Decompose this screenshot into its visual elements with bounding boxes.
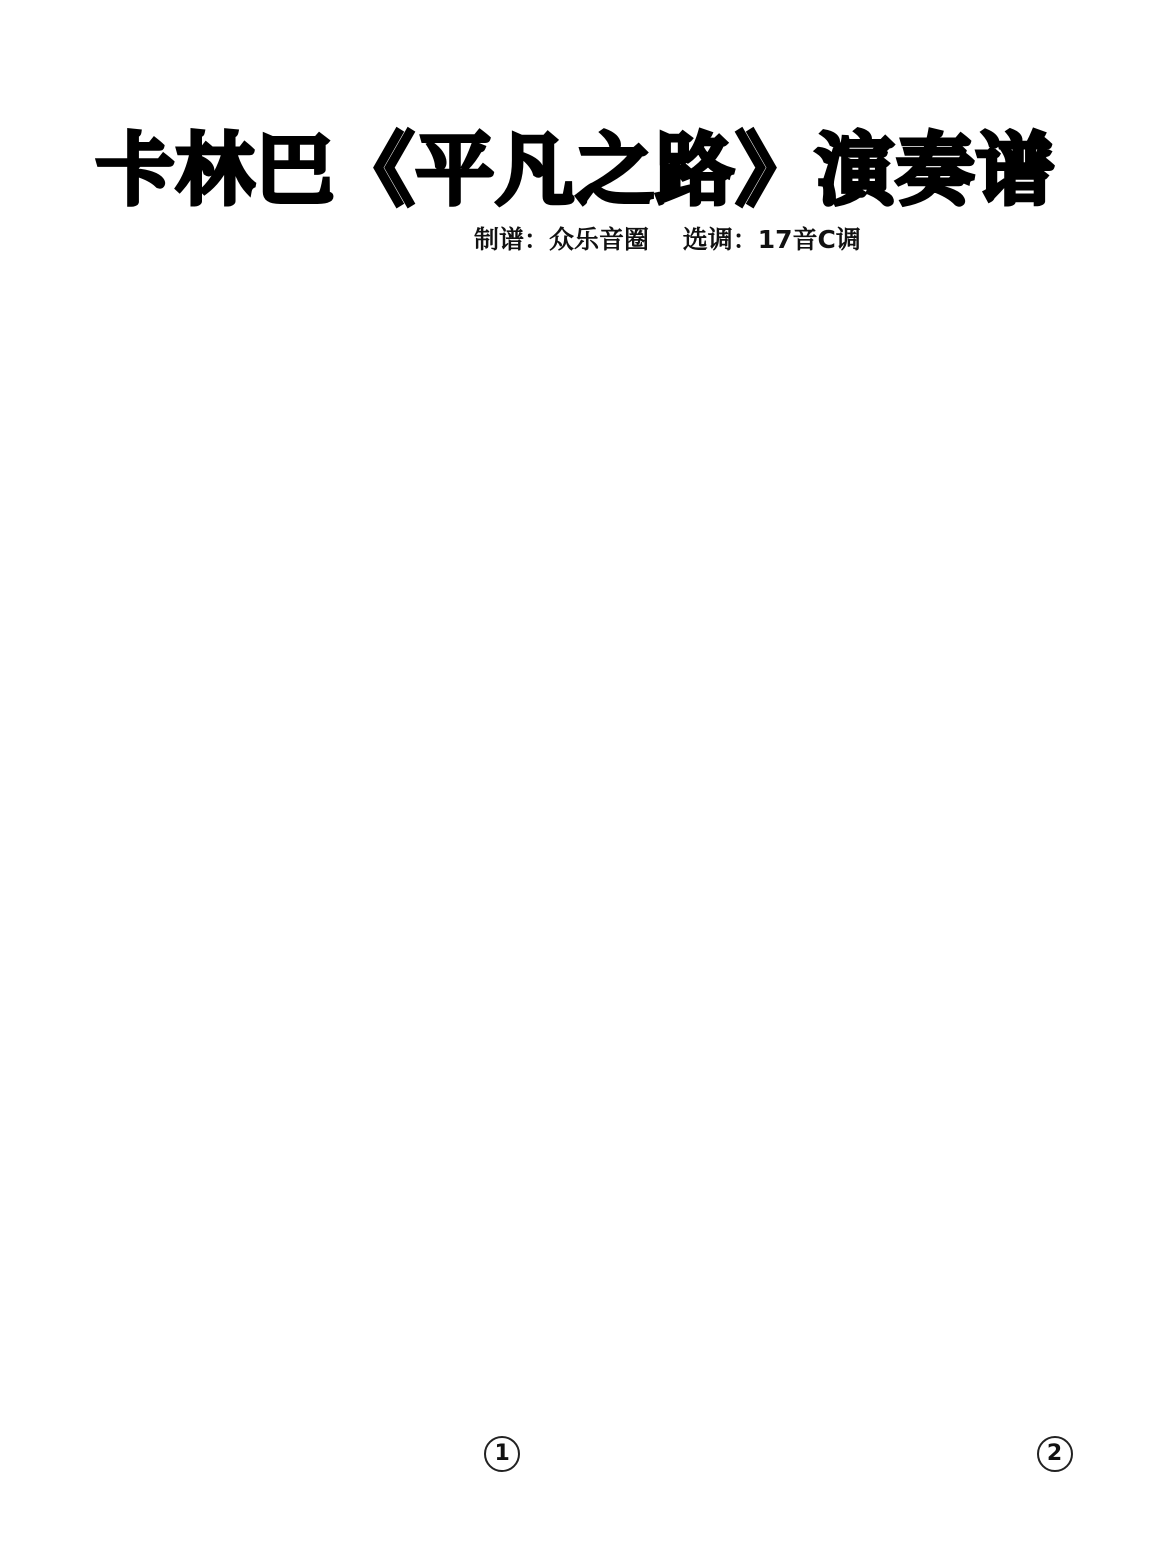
sheet-number-badge: 2: [1037, 1436, 1073, 1472]
sheet-number-badge: 1: [484, 1436, 520, 1472]
page-title: 卡林巴《平凡之路》演奏谱: [95, 126, 1056, 216]
subtitle-credits: 制谱：众乐音圈 选调：17音C调: [474, 225, 861, 254]
